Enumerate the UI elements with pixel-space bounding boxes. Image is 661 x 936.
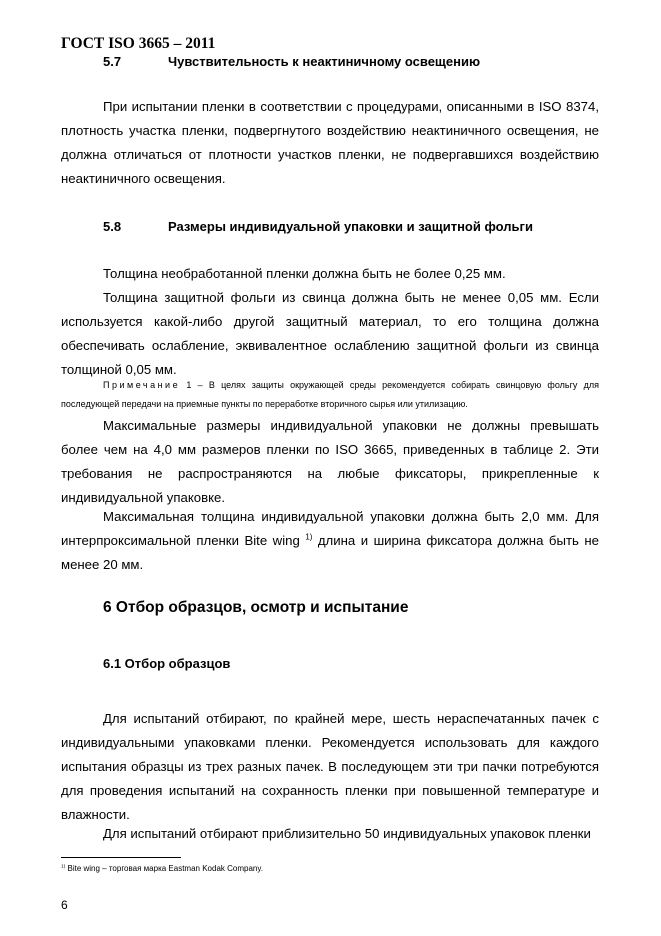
footnote xyxy=(61,864,263,873)
paragraph-4-text-end: длина и ширина фиксатора должна быть не менее 20 мм. xyxy=(61,533,599,572)
section-5-8-paragraph-1: Толщина необработанной пленки должна быть не более 0,25 мм. xyxy=(103,266,506,281)
footnote-divider xyxy=(61,857,181,858)
footnote-mark: 1) xyxy=(61,864,66,870)
document-header: ГОСТ ISO 3665 – 2011 xyxy=(61,35,216,52)
note-label: Примечание xyxy=(103,380,181,390)
section-6-1-heading: 6.1 Отбор образцов xyxy=(103,656,231,671)
section-5-8-number: 5.8 xyxy=(103,219,122,234)
footnote-text: Bite wing – торговая марка Eastman Kodak Company. xyxy=(65,864,263,873)
footnote-ref: 1) xyxy=(305,532,313,542)
section-5-7-paragraph: При испытании пленки в соответствии с процедурами, описанными в ISO 8374, плотность участка пленки, подвергнутого воздействию неактиничного освещения, не должна отличаться от плотности участков пленки, не подвергавшихся воздействию неактиничного освещения. xyxy=(61,99,599,186)
note-text: 1 – В целях защиты окружающей среды рекомендуется собирать свинцовую фольгу для последующей передачи на приемные пункты по переработке вторичного сырья или утилизацию. xyxy=(61,380,599,409)
section-5-8-paragraph-2: Толщина защитной фольги из свинца должна быть не менее 0,05 мм. Если используется какой-либо другой защитный материал, то его толщина должна обеспечивать ослабление, эквивалентное ослаблению защитной фольги из свинца толщиной 0,05 мм. xyxy=(61,290,599,377)
section-5-7-number: 5.7 xyxy=(103,54,122,69)
section-6-1-paragraph-2: Для испытаний отбирают приблизительно 50 индивидуальных упаковок пленки xyxy=(103,826,591,841)
section-5-8-paragraph-3: Максимальные размеры индивидуальной упаковки не должны превышать более чем на 4,0 мм размеров пленки по ISO 3665, приведенных в таблице 2. Эти требования не распространяются на любые фиксаторы, прикрепленные к индивидуальной упаковке. xyxy=(61,418,599,505)
paragraph-4-text-start: Максимальная толщина индивидуальной упаковки должна быть 2,0 мм. Для интерпроксимальной пленки Bite wing xyxy=(61,509,599,548)
section-5-7-title: Чувствительность к неактиничному освещению xyxy=(168,54,481,69)
note-1 xyxy=(61,376,599,414)
section-5-8-title: Размеры индивидуальной упаковки и защитной фольги xyxy=(168,219,533,234)
section-6-1-paragraph-1: Для испытаний отбирают, по крайней мере, шесть нераспечатанных пачек с индивидуальными упаковками пленки. Рекомендуется использовать для каждого испытания образцы из трех разных пачек. В последующем эти три пачки потребуются для проведения испытаний на сохранность пленки при повышенной температуре и влажности. xyxy=(61,711,599,822)
section-6-heading: 6 Отбор образцов, осмотр и испытание xyxy=(103,599,409,616)
page-number: 6 xyxy=(61,898,68,912)
section-5-8-paragraph-4 xyxy=(61,505,599,577)
